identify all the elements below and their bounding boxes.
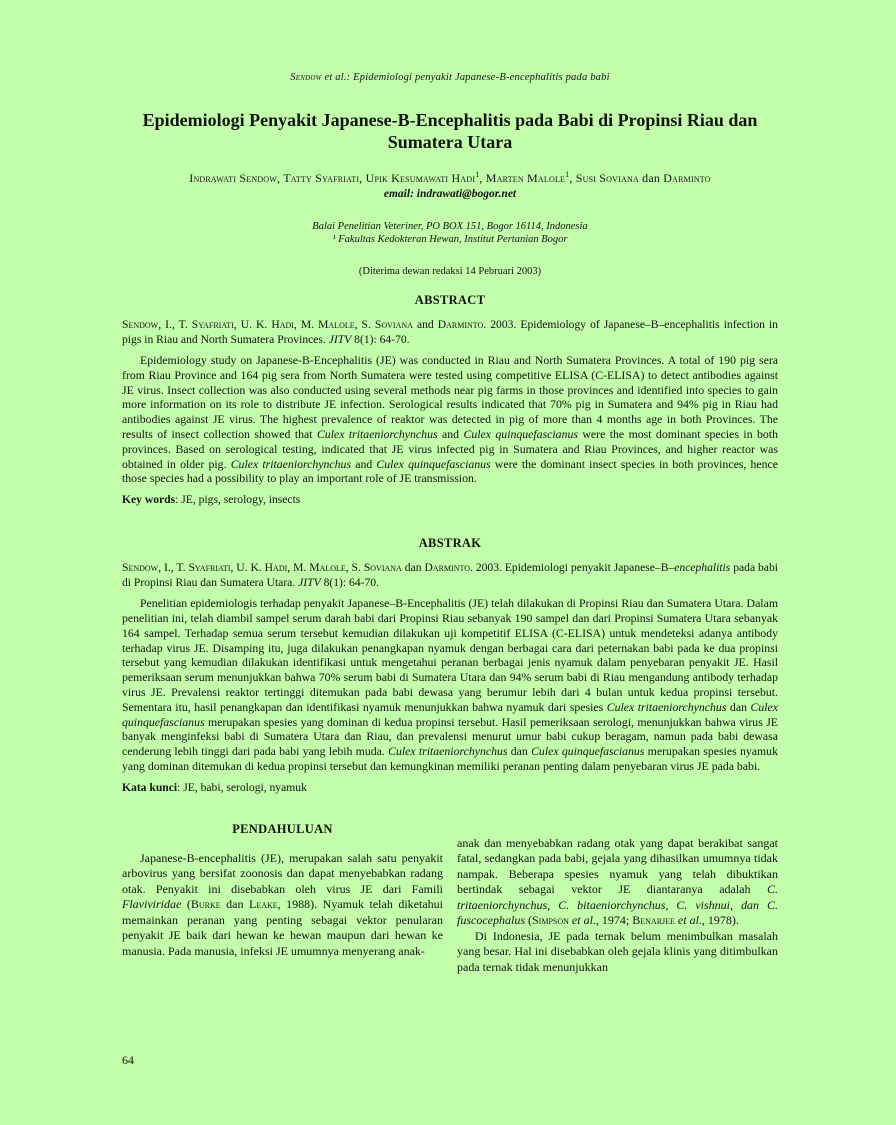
running-head: Sendow et al.: Epidemiologi penyakit Japanese-B-encephalitis pada babi [290,72,610,83]
abstract-citation: Sendow, I., T. Syafriati, U. K. Hadi, M. Malole, S. Soviana and Darminto. 2003. Epidemiology of Japanese–B–encephalitis infection in pigs in Riau and North Sumatera Provinces. JITV 8(1): 64-70. [122,318,778,346]
abstract-body: Epidemiology study on Japanese-B-Encephalitis (JE) was conducted in Riau and North Sumatera Provinces. A total of 190 pig sera from Riau Province and 164 pig sera from North Sumatera were tested using competitive ELISA (C-ELISA) to detect antibodies against JE virus. Insect collection was also conducted using several methods near pig farms in those provinces and identified into species to gain more information on its role to distribute JE infection. Serological results indicated that 70% pig in Sumatera and 94% pig in Riau had antibodies against JE virus. The highest prevalence of reaktor was detected in pig of more than 4 months age in both Provinces. The results of insect collection showed that Culex tritaeniorchynchus and Culex quinquefascianus were the most dominant species in both provinces. Based on serological testing, indicated that JE virus infected pig in Sumatera and Riau Provinces, and higher reactor was obtained in older pig. Culex tritaeniorchynchus and Culex quinquefascianus were the dominant insect species in both provinces, hence those species had a possibility to play an important role of JE transmission. [122,353,779,486]
abstrak-heading: ABSTRAK [418,536,482,551]
author-line: Indrawati Sendow, Tatty Syafriati, Upik Kesumawati Hadi$^1$, Marten Malole$^1$, Susi Soviana dan Darminto [189,170,711,185]
page-number: 64 [122,1053,134,1067]
left-column [122,822,443,976]
received-note: (Diterima dewan redaksi 14 Pebruari 2003) [358,266,542,277]
abstrak-citation: Sendow, I., T. Syafriati, U. K. Hadi, M. Malole, S. Soviana dan Darminto. 2003. Epidemiologi penyakit Japanese–B–encephalitis pada babi di Propinsi Riau dan Sumatera Utara. JITV 8(1): 64-70. [122,561,778,590]
two-column-section [122,822,778,976]
journal-page [122,0,778,975]
abstract-heading: ABSTRACT [414,293,486,307]
introduction-paragraph: Japanese-B-encephalitis (JE), merupakan salah satu penyakit arbovirus yang bersifat zoonosis dan dapat menyebabkan radang otak. Penyakit ini disebabkan oleh virus JE dari Famili Flaviviridae (Burke dan Leake, 1988). Nyamuk telah diketahui memainkan peranan yang penting sebagai vektor penularan penyakit JE baik dari hewan ke hewan maupun dari hewan ke manusia. Pada manusia, infeksi JE umumnya menyerang anak- [122,850,444,958]
right-column [457,822,778,976]
keywords-indonesian: Kata kunci: JE, babi, serologi, nyamuk [122,780,307,794]
introduction-paragraph-2: Di Indonesia, JE pada ternak belum menimbulkan masalah yang besar. Hal ini disebabkan oleh gejala klinis yang ditimbulkan pada ternak tidak menunjukkan [457,928,778,974]
article-title: Epidemiologi Penyakit Japanese-B-Encephalitis pada Babi di Propinsi Riau dan Sumatera Utara [142,110,758,152]
affiliation-secondary: ¹ Fakultas Kedokteran Hewan, Institut Pertanian Bogor [332,234,568,245]
introduction-heading: PENDAHULUAN [232,821,333,836]
affiliation-primary: Balai Penelitian Veteriner, PO BOX 151, Bogor 16114, Indonesia [312,221,588,232]
keywords-english: Key words: JE, pigs, serology, insects [122,493,301,507]
abstrak-body: Penelitian epidemiologis terhadap penyakit Japanese–B-Encephalitis (JE) telah dilakukan di Propinsi Riau dan Sumatera Utara. Dalam penelitian ini, telah diambil sampel serum darah babi dari Propinsi Riau sebanyak 190 sampel dan dari Propinsi Sumatera Utara sebanyak 164 sampel. Terhadap semua serum tersebut kemudian dilakukan uji kompetitif ELISA (C-ELISA) untuk mendeteksi adanya antibody terhadap virus JE. Disamping itu, juga dilakukan penangkapan nyamuk dengan berbagai cara dari peternakan babi pada ke dua propinsi tersebut yang kemudian dilakukan identifikasi untuk mengetahui peranan berbagai jenis nyamuk dalam penyebaran penyakit JE. Hasil pemeriksaan serum menunjukkan bahwa 70% serum babi di Sumatera Utara dan 94% serum babi di Riau mengandung antibody terhadap virus JE. Prevalensi reaktor tertinggi ditemukan pada babi dewasa yang berumur lebih dari 4 bulan untuk kedua propinsi tersebut. Sementara itu, hasil penangkapan dan identifikasi nyamuk menunjukkan bahwa nyamuk dari spesies Culex tritaeniorchynchus dan Culex quinquefascianus merupakan spesies yang dominan di kedua propinsi tersebut. Hasil pemeriksaan serologi, menunjukkan bahwa virus JE banyak menginfeksi babi di Sumatera Utara dan Riau, dan prevalensi menurut umur babi cukup beragam, namun pada babi dewasa cenderung lebih tinggi dari pada babi yang lebih muda. Culex tritaeniorchynchus dan Culex quinquefascianus merupakan spesies nyamuk yang dominan ditemukan di kedua propinsi tersebut dan kemungkinan memiliki peranan penting dalam penyebaran virus JE pada babi. [122,596,779,773]
email-line: email: indrawati@bogor.net [383,188,517,200]
introduction-continuation: anak dan menyebabkan radang otak yang dapat berakibat sangat fatal, sedangkan pada babi, gejala yang dihasilkan umumnya tidak nampak. Beberapa spesies nyamuk yang telah dibuktikan bertindak sebagai vektor JE diantaranya adalah C. tritaeniorchynchus, C. bitaeniorchynchus, C. vishnui, dan C. fuscocephalus (Simpson et al., 1974; Benarjee et al., 1978). [457,835,778,928]
